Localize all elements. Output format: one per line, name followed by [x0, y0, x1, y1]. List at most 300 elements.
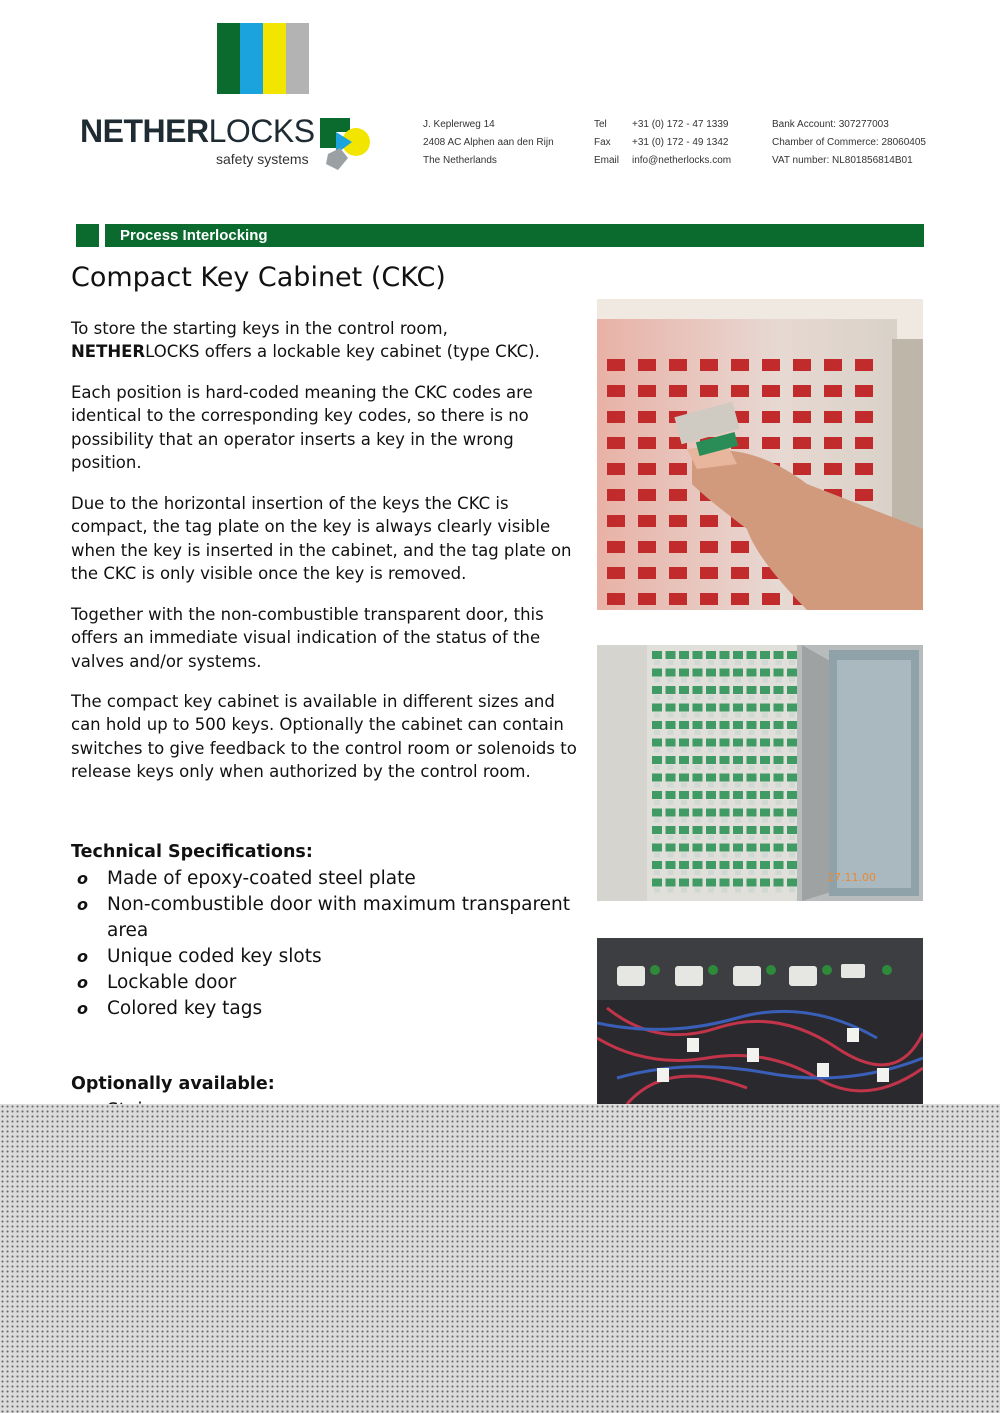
key-slot: [679, 739, 689, 747]
key-slot: [855, 385, 873, 397]
key-tag: [708, 870, 714, 875]
key-slot: [607, 437, 625, 449]
key-slot: [666, 721, 676, 729]
key-tag: [749, 730, 755, 735]
key-tag: [668, 853, 674, 858]
key-slot: [733, 721, 743, 729]
key-slot: [652, 879, 662, 887]
key-tag: [776, 748, 782, 753]
key-slot: [793, 385, 811, 397]
key-slot: [638, 515, 656, 527]
key-tag: [776, 818, 782, 823]
key-tag: [789, 660, 795, 665]
key-slot: [824, 411, 842, 423]
key-tag: [735, 800, 741, 805]
key-slot: [747, 686, 757, 694]
key-slot: [700, 359, 718, 371]
key-slot: [787, 774, 797, 782]
key-tag: [762, 765, 768, 770]
key-slot: [669, 541, 687, 553]
key-slot: [666, 826, 676, 834]
key-tag: [776, 713, 782, 718]
key-tag: [722, 888, 728, 893]
key-tag: [789, 783, 795, 788]
key-slot: [652, 844, 662, 852]
key-slot: [760, 826, 770, 834]
key-slot: [720, 879, 730, 887]
key-tag: [695, 818, 701, 823]
key-slot: [679, 721, 689, 729]
key-slot: [747, 774, 757, 782]
key-tag: [749, 660, 755, 665]
key-slot: [652, 669, 662, 677]
contact-values: [632, 116, 731, 170]
key-slot: [733, 669, 743, 677]
key-tag: [681, 783, 687, 788]
key-slot: [638, 463, 656, 475]
key-tag: [654, 748, 660, 753]
address-line: The Netherlands: [423, 155, 497, 166]
key-slot: [760, 756, 770, 764]
key-tag: [681, 748, 687, 753]
key-tag: [735, 695, 741, 700]
key-slot: [693, 826, 703, 834]
key-slot: [720, 791, 730, 799]
key-slot: [793, 359, 811, 371]
fax-number: +31 (0) 172 - 49 1342: [632, 137, 729, 148]
key-slot: [666, 791, 676, 799]
key-slot: [787, 879, 797, 887]
key-tag: [681, 800, 687, 805]
key-tag: [749, 783, 755, 788]
key-slot: [706, 861, 716, 869]
key-tag: [789, 835, 795, 840]
photo-key-insertion: [597, 299, 923, 610]
key-slot: [693, 704, 703, 712]
list-item-text: Unique coded key slots: [107, 946, 322, 967]
key-tag: [708, 835, 714, 840]
key-slot: [720, 774, 730, 782]
key-slot: [706, 669, 716, 677]
key-slot: [760, 791, 770, 799]
list-item: [71, 996, 586, 1022]
key-slot: [706, 739, 716, 747]
key-tag: [681, 765, 687, 770]
key-slot: [762, 411, 780, 423]
key-tag: [695, 748, 701, 753]
key-tag: [695, 783, 701, 788]
key-tag: [708, 748, 714, 753]
key-tag: [708, 678, 714, 683]
key-tag: [695, 870, 701, 875]
key-slot: [762, 359, 780, 371]
company-info: [772, 116, 926, 170]
intro-line: To store the starting keys in the control room,: [71, 319, 448, 338]
key-tag: [749, 678, 755, 683]
logo-stripe-blue: [240, 23, 263, 94]
key-tag: [668, 660, 674, 665]
key-slot: [760, 739, 770, 747]
email-address: info@netherlocks.com: [632, 155, 732, 166]
key-slot: [855, 437, 873, 449]
key-slot: [720, 651, 730, 659]
key-slot: [666, 756, 676, 764]
key-tag: [722, 818, 728, 823]
key-slot: [679, 809, 689, 817]
key-slot: [693, 844, 703, 852]
key-slot: [700, 567, 718, 579]
key-tag: [681, 730, 687, 735]
paragraph-horizontal-insertion: Due to the horizontal insertion of the keys the CKC is compact, the tag plate on the key is always clearly visible when the key is inserted in the cabinet, and the tag plate on the CKC is only visible once the key is removed.: [71, 494, 572, 584]
key-slot: [669, 463, 687, 475]
key-slot: [706, 651, 716, 659]
key-tag: [789, 853, 795, 858]
key-slot: [700, 593, 718, 605]
key-slot: [760, 809, 770, 817]
key-tag: [695, 730, 701, 735]
key-tag: [695, 713, 701, 718]
key-tag: [722, 765, 728, 770]
key-slot: [652, 861, 662, 869]
key-slot: [787, 704, 797, 712]
key-tag: [668, 678, 674, 683]
key-tag: [708, 695, 714, 700]
address-line: 2408 AC Alphen aan den Rijn: [423, 137, 554, 148]
key-tag: [762, 730, 768, 735]
key-tag: [749, 888, 755, 893]
page-title: Compact Key Cabinet (CKC): [71, 262, 446, 293]
key-slot: [638, 437, 656, 449]
key-slot: [706, 791, 716, 799]
key-tag: [695, 800, 701, 805]
key-tag: [735, 713, 741, 718]
key-slot: [733, 861, 743, 869]
logo-stripe-yellow: [263, 23, 286, 94]
key-tag: [735, 835, 741, 840]
key-tag: [708, 818, 714, 823]
key-slot: [607, 385, 625, 397]
key-slot: [693, 791, 703, 799]
key-tag: [722, 870, 728, 875]
key-slot: [679, 756, 689, 764]
key-slot: [731, 541, 749, 553]
key-tag: [668, 730, 674, 735]
key-slot: [638, 541, 656, 553]
key-tag: [735, 783, 741, 788]
intro-rest: LOCKS offers a lockable key cabinet (type CKC).: [145, 342, 540, 362]
key-tag: [722, 730, 728, 735]
list-item: [71, 944, 586, 970]
key-tag: [654, 783, 660, 788]
key-tag: [695, 765, 701, 770]
key-slot: [669, 489, 687, 501]
key-slot: [706, 774, 716, 782]
key-slot: [652, 791, 662, 799]
key-slot: [706, 756, 716, 764]
key-tag: [776, 660, 782, 665]
key-slot: [733, 739, 743, 747]
photo-date-stamp: 27.11.00: [827, 871, 876, 884]
key-tag: [722, 835, 728, 840]
key-tag: [789, 678, 795, 683]
key-tag: [762, 800, 768, 805]
key-slot: [693, 861, 703, 869]
key-slot: [669, 567, 687, 579]
key-tag: [735, 678, 741, 683]
key-tag: [789, 888, 795, 893]
key-tag: [789, 713, 795, 718]
key-tag: [708, 713, 714, 718]
key-slot: [666, 879, 676, 887]
intro-paragraph: [71, 317, 586, 364]
key-slot: [669, 385, 687, 397]
key-slot: [733, 756, 743, 764]
key-slot: [787, 756, 797, 764]
key-slot: [733, 791, 743, 799]
list-item-text: Lockable door: [107, 972, 237, 993]
key-tag: [668, 818, 674, 823]
key-slot: [774, 686, 784, 694]
key-slot: [760, 669, 770, 677]
key-slot: [793, 463, 811, 475]
paragraph-sizes: The compact key cabinet is available in different sizes and can hold up to 500 keys. Optionally the cabinet can contain switches to give feedback to the control room or solenoids to release keys only when authorized by the control room.: [71, 692, 577, 782]
dotted-overlay: [0, 1104, 1000, 1413]
key-slot: [793, 411, 811, 423]
key-tag: [654, 713, 660, 718]
key-tag: [749, 713, 755, 718]
key-tag: [776, 783, 782, 788]
key-slot: [733, 826, 743, 834]
key-slot: [824, 385, 842, 397]
key-tag: [695, 853, 701, 858]
key-slot: [774, 669, 784, 677]
key-tag: [708, 660, 714, 665]
key-slot: [669, 515, 687, 527]
key-tag: [695, 678, 701, 683]
key-slot: [747, 791, 757, 799]
contact-labels: [594, 116, 619, 170]
bank-account: Bank Account: 307277003: [772, 119, 889, 130]
key-tag: [749, 748, 755, 753]
key-slot: [733, 879, 743, 887]
key-slot: [652, 809, 662, 817]
key-tag: [762, 678, 768, 683]
key-slot: [774, 809, 784, 817]
key-tag: [654, 853, 660, 858]
bullet: o: [77, 869, 88, 888]
key-slot: [787, 791, 797, 799]
brand-tagline: safety systems: [216, 151, 309, 167]
key-tag: [722, 853, 728, 858]
list-item-text: Made of epoxy-coated steel plate: [107, 868, 416, 889]
key-slot: [760, 774, 770, 782]
key-slot: [700, 515, 718, 527]
key-tag: [708, 730, 714, 735]
list-item-text: Colored key tags: [107, 998, 263, 1019]
key-slot: [774, 826, 784, 834]
key-slot: [638, 411, 656, 423]
key-slot: [669, 593, 687, 605]
key-slot: [679, 844, 689, 852]
chamber-of-commerce: Chamber of Commerce: 28060405: [772, 137, 926, 148]
key-slot: [747, 739, 757, 747]
photo-cabinet-wiring: [597, 938, 923, 1104]
key-slot: [607, 515, 625, 527]
key-slot: [793, 437, 811, 449]
key-tag: [735, 660, 741, 665]
bullet: o: [77, 973, 88, 992]
key-tag: [776, 695, 782, 700]
key-slot: [855, 489, 873, 501]
paragraph-hard-coded: Each position is hard-coded meaning the CKC codes are identical to the corresponding key codes, so there is no possibility that an operator inserts a key in the wrong position.: [71, 383, 533, 473]
photo-open-cabinet: [597, 645, 923, 901]
key-slot: [693, 756, 703, 764]
key-tag: [722, 800, 728, 805]
section-bar-title: Process Interlocking: [105, 224, 924, 247]
key-tag: [708, 783, 714, 788]
key-slot: [720, 826, 730, 834]
contact-label: Tel: [594, 119, 607, 130]
key-tag: [695, 888, 701, 893]
key-slot: [787, 686, 797, 694]
key-tag: [681, 678, 687, 683]
key-tag: [776, 835, 782, 840]
key-slot: [700, 541, 718, 553]
key-slot: [760, 879, 770, 887]
key-tag: [776, 800, 782, 805]
key-slot: [679, 791, 689, 799]
key-tag: [722, 713, 728, 718]
key-slot: [679, 704, 689, 712]
key-slot: [666, 861, 676, 869]
bullet: o: [77, 895, 88, 914]
key-tag: [776, 678, 782, 683]
key-tag: [654, 870, 660, 875]
key-tag: [735, 765, 741, 770]
key-tag: [735, 748, 741, 753]
key-tag: [749, 800, 755, 805]
key-tag: [762, 888, 768, 893]
key-slot: [679, 686, 689, 694]
section-bar-marker: [76, 224, 99, 247]
key-slot: [747, 669, 757, 677]
key-tag: [668, 888, 674, 893]
key-tag: [762, 818, 768, 823]
key-tag: [789, 870, 795, 875]
key-slot: [731, 567, 749, 579]
key-tag: [762, 748, 768, 753]
key-slot: [774, 844, 784, 852]
key-tag: [735, 888, 741, 893]
key-tag: [762, 713, 768, 718]
key-slot: [747, 844, 757, 852]
key-slot: [720, 756, 730, 764]
key-slot: [733, 774, 743, 782]
key-tag: [749, 765, 755, 770]
key-tag: [668, 695, 674, 700]
key-tag: [681, 713, 687, 718]
key-slot: [638, 489, 656, 501]
key-slot: [693, 651, 703, 659]
contact-label: Fax: [594, 137, 611, 148]
key-tag: [681, 870, 687, 875]
key-tag: [762, 853, 768, 858]
key-tag: [762, 660, 768, 665]
key-slot: [747, 721, 757, 729]
key-tag: [668, 835, 674, 840]
key-slot: [855, 411, 873, 423]
key-tag: [762, 870, 768, 875]
key-tag: [668, 748, 674, 753]
key-slot: [760, 704, 770, 712]
key-slot: [762, 437, 780, 449]
key-slot: [638, 593, 656, 605]
key-tag: [722, 783, 728, 788]
key-slot: [733, 686, 743, 694]
key-tag: [735, 870, 741, 875]
key-slot: [652, 826, 662, 834]
key-tag: [668, 765, 674, 770]
key-slot: [607, 411, 625, 423]
contact-label: Email: [594, 155, 620, 166]
key-slot: [607, 489, 625, 501]
key-slot: [787, 739, 797, 747]
key-tag: [762, 783, 768, 788]
key-slot: [679, 861, 689, 869]
key-slot: [666, 704, 676, 712]
key-slot: [720, 721, 730, 729]
key-slot: [607, 541, 625, 553]
key-slot: [652, 756, 662, 764]
contact-address: [423, 116, 554, 170]
key-slot: [731, 359, 749, 371]
key-slot: [638, 567, 656, 579]
list-item-text: Non-combustible door with maximum transparent area: [107, 894, 571, 941]
key-tag: [695, 695, 701, 700]
key-tag: [654, 835, 660, 840]
key-slot: [774, 774, 784, 782]
key-slot: [720, 669, 730, 677]
key-slot: [652, 704, 662, 712]
key-slot: [787, 651, 797, 659]
brand-name: [80, 115, 315, 147]
key-slot: [666, 809, 676, 817]
key-slot: [774, 879, 784, 887]
key-tag: [654, 888, 660, 893]
key-slot: [747, 861, 757, 869]
key-slot: [774, 721, 784, 729]
key-slot: [706, 809, 716, 817]
key-slot: [652, 686, 662, 694]
key-slot: [720, 704, 730, 712]
key-tag: [654, 678, 660, 683]
specs-list: [71, 866, 586, 1022]
key-tag: [722, 748, 728, 753]
key-tag: [681, 853, 687, 858]
key-tag: [762, 835, 768, 840]
optional-heading: Optionally available:: [71, 1074, 275, 1094]
address-line: J. Keplerweg 14: [423, 119, 495, 130]
key-slot: [693, 809, 703, 817]
key-slot: [760, 686, 770, 694]
key-tag: [681, 818, 687, 823]
key-tag: [789, 765, 795, 770]
brand-light: LOCKS: [208, 113, 315, 149]
key-slot: [706, 844, 716, 852]
key-slot: [762, 593, 780, 605]
key-slot: [774, 756, 784, 764]
key-tag: [654, 818, 660, 823]
